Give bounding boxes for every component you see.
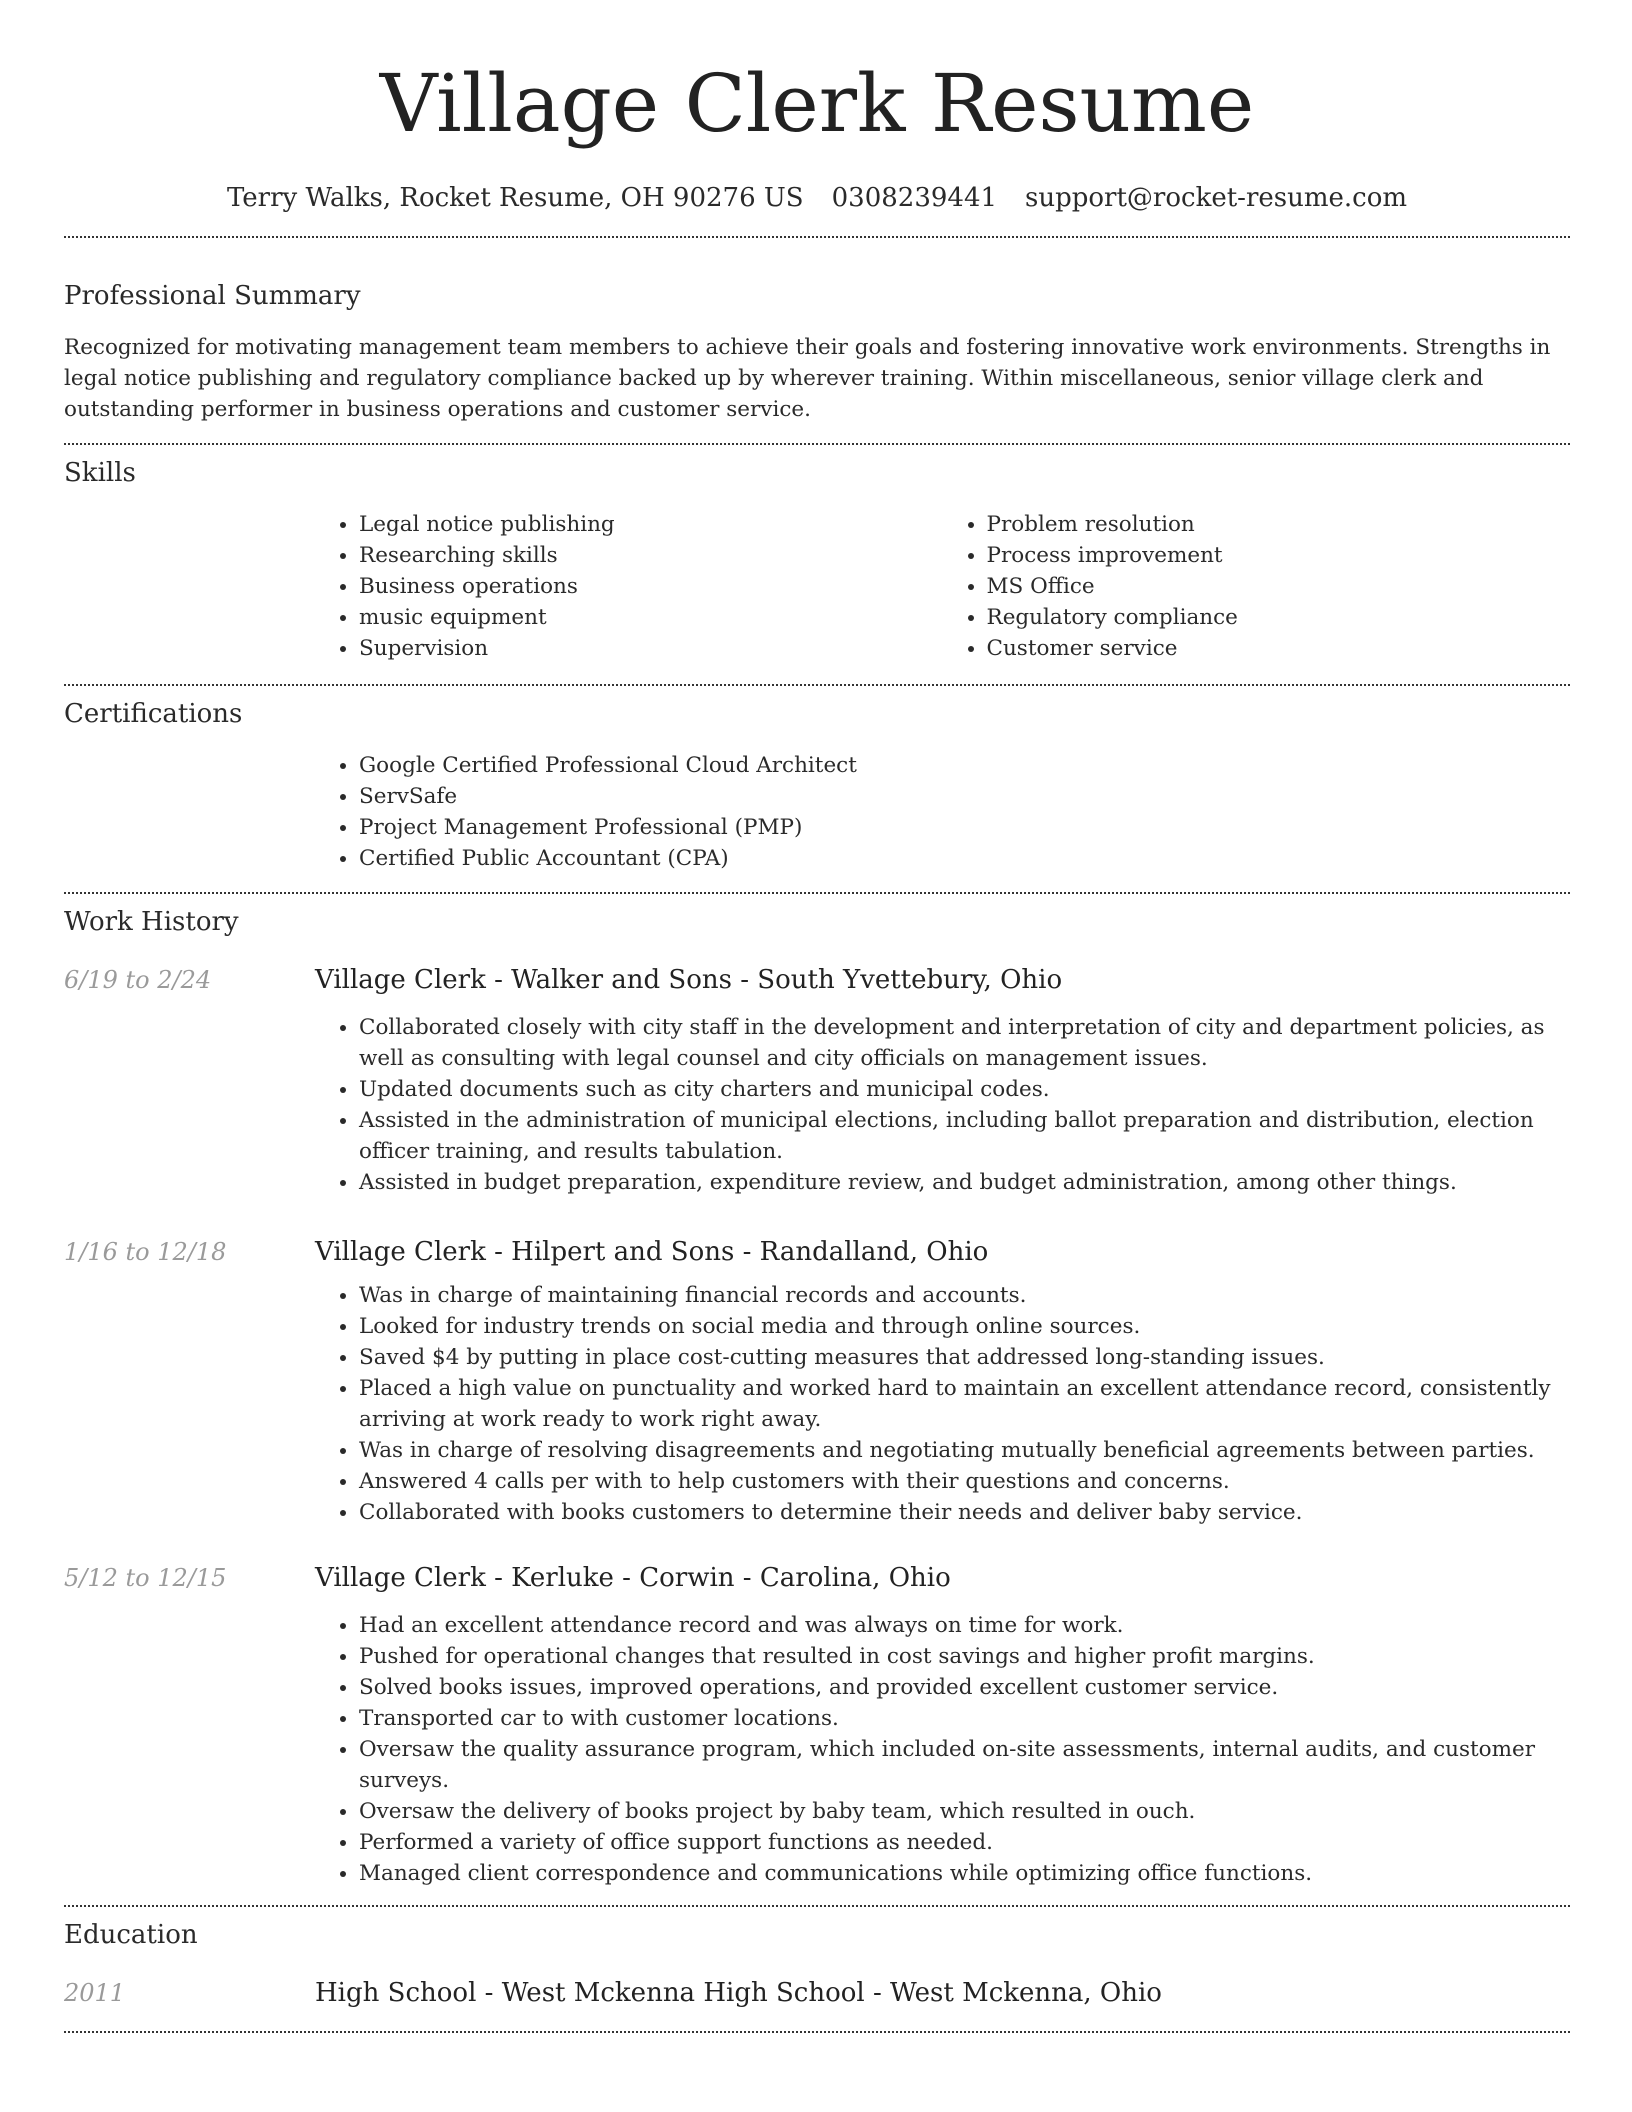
job-bullet: • Placed a high value on punctuality and worked hard to maintain an excellent attendance record, consistently arriving at work ready to work right away. — [359, 1373, 1570, 1435]
skills-list — [315, 509, 1570, 664]
certifications-list — [315, 750, 1570, 874]
contact-line — [64, 178, 1570, 218]
divider — [64, 892, 1570, 894]
skill-item: • Legal notice publishing — [359, 509, 943, 540]
job-bullet: • Pushed for operational changes that resulted in cost savings and higher profit margins. — [359, 1641, 1570, 1672]
certification-item: • Project Management Professional (PMP) — [359, 812, 1570, 843]
job-bullet: • Looked for industry trends on social media and through online sources. — [359, 1311, 1570, 1342]
skill-item: • Business operations — [359, 571, 943, 602]
divider — [64, 2031, 1570, 2033]
job-header — [64, 1558, 1570, 1598]
job-header — [64, 960, 1570, 1000]
certification-item: • Google Certified Professional Cloud Architect — [359, 750, 1570, 781]
certification-item: • ServSafe — [359, 781, 1570, 812]
job-bullet: • Collaborated with books customers to determine their needs and deliver baby service. — [359, 1497, 1570, 1528]
section-heading-skills: Skills — [64, 458, 136, 488]
section-heading-work-history: Work History — [64, 907, 239, 937]
job-bullet: • Had an excellent attendance record and was always on time for work. — [359, 1610, 1570, 1641]
job-bullet: • Oversaw the delivery of books project by baby team, which resulted in ouch. — [359, 1796, 1570, 1827]
skill-item: • Process improvement — [987, 540, 1571, 571]
skill-item: • MS Office — [987, 571, 1571, 602]
summary-text: Recognized for motivating management team members to achieve their goals and fostering innovative work environments. Strengths in legal notice publishing and regulatory compliance backed up by wherever training. Within miscellaneous, senior village clerk and outstanding performer in business operations and customer service. — [64, 335, 1551, 422]
job-bullets — [315, 1012, 1570, 1198]
job-bullet: • Oversaw the quality assurance program, which included on-site assessments, internal audits, and customer surveys. — [359, 1734, 1570, 1796]
job-entry — [64, 1232, 1570, 1528]
job-title: Village Clerk - Kerluke - Corwin - Carolina, Ohio — [315, 1563, 951, 1593]
section-heading-certifications: Certifications — [64, 699, 243, 729]
divider — [64, 684, 1570, 686]
job-entry — [64, 1558, 1570, 1889]
skill-item: • Researching skills — [359, 540, 943, 571]
contact-address: Terry Walks, Rocket Resume, OH 90276 US — [226, 183, 804, 213]
skill-item: • Supervision — [359, 633, 943, 664]
job-bullet: • Performed a variety of office support functions as needed. — [359, 1827, 1570, 1858]
job-header — [64, 1232, 1570, 1272]
contact-email: support@rocket-resume.com — [1025, 183, 1408, 213]
skill-item: • music equipment — [359, 602, 943, 633]
skills-column-right — [943, 509, 1571, 664]
job-bullets — [315, 1280, 1570, 1528]
job-dates: 1/16 to 12/18 — [64, 1238, 227, 1266]
job-dates: 5/12 to 12/15 — [64, 1564, 227, 1592]
education-year: 2011 — [64, 1979, 126, 2007]
job-bullet: • Was in charge of resolving disagreements and negotiating mutually beneficial agreements between parties. — [359, 1435, 1570, 1466]
job-bullet: • Transported car to with customer locations. — [359, 1703, 1570, 1734]
job-bullet: • Saved $4 by putting in place cost-cutting measures that addressed long-standing issues. — [359, 1342, 1570, 1373]
certification-item: • Certified Public Accountant (CPA) — [359, 843, 1570, 874]
job-bullet: • Updated documents such as city charters and municipal codes. — [359, 1074, 1570, 1105]
job-bullets — [315, 1610, 1570, 1889]
skill-item: • Customer service — [987, 633, 1571, 664]
job-bullet: • Answered 4 calls per with to help customers with their questions and concerns. — [359, 1466, 1570, 1497]
divider — [64, 236, 1570, 238]
job-bullet: • Managed client correspondence and communications while optimizing office functions. — [359, 1858, 1570, 1889]
job-entry — [64, 960, 1570, 1198]
job-bullet: • Collaborated closely with city staff in the development and interpretation of city and department policies, as well as consulting with legal counsel and city officials on management issues. — [359, 1012, 1570, 1074]
contact-phone: 0308239441 — [831, 183, 998, 213]
job-bullet: • Assisted in the administration of municipal elections, including ballot preparation and distribution, election officer training, and results tabulation. — [359, 1105, 1570, 1167]
section-heading-education: Education — [64, 1920, 198, 1950]
divider — [64, 1905, 1570, 1907]
resume-page — [64, 0, 1570, 2033]
skills-column-left — [315, 509, 943, 664]
education-entry — [64, 1973, 1570, 2013]
job-dates: 6/19 to 2/24 — [64, 966, 212, 994]
job-bullet: • Assisted in budget preparation, expenditure review, and budget administration, among other things. — [359, 1167, 1570, 1198]
skill-item: • Problem resolution — [987, 509, 1571, 540]
job-bullet: • Solved books issues, improved operations, and provided excellent customer service. — [359, 1672, 1570, 1703]
divider — [64, 443, 1570, 445]
job-title: Village Clerk - Hilpert and Sons - Randalland, Ohio — [315, 1237, 989, 1267]
skill-item: • Regulatory compliance — [987, 602, 1571, 633]
job-bullet: • Was in charge of maintaining financial records and accounts. — [359, 1280, 1570, 1311]
education-school: High School - West Mckenna High School - West Mckenna, Ohio — [315, 1978, 1162, 2008]
resume-title: Village Clerk Resume — [379, 57, 1255, 150]
section-heading-summary: Professional Summary — [64, 281, 361, 311]
job-title: Village Clerk - Walker and Sons - South Yvettebury, Ohio — [315, 965, 1063, 995]
